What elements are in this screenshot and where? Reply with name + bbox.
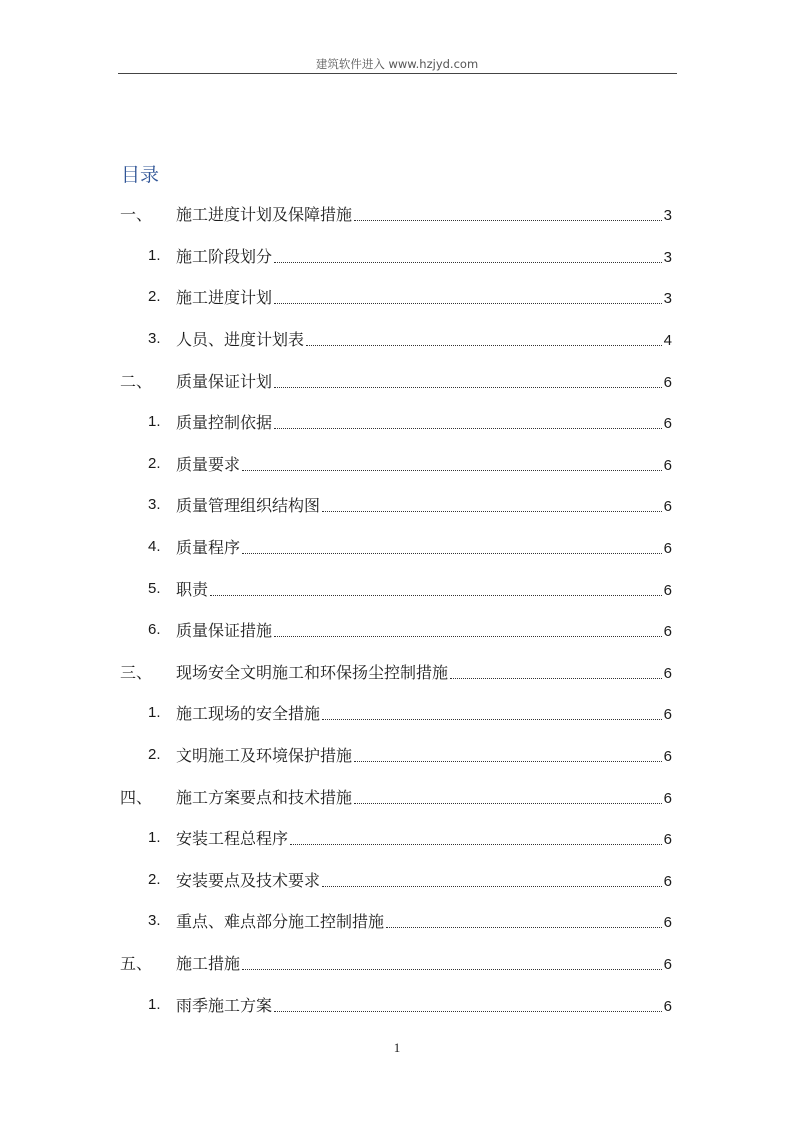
toc-dot-leader [242, 470, 662, 471]
toc-entry-line [176, 535, 672, 558]
toc-subsection-entry[interactable] [0, 900, 794, 942]
toc-entry-number: 2. [148, 870, 161, 888]
toc-subsection-entry[interactable] [0, 859, 794, 901]
toc-entry-line [176, 993, 672, 1016]
toc-dot-leader [354, 803, 662, 804]
toc-entry-page-number: 6 [663, 872, 672, 890]
toc-subsection-entry[interactable] [0, 401, 794, 443]
toc-entry-label: 质量保证计划 [176, 371, 273, 391]
toc-entry-page-number: 6 [663, 706, 672, 724]
toc-entry-label: 现场安全文明施工和环保扬尘控制措施 [176, 662, 449, 682]
toc-dot-leader [306, 345, 662, 346]
toc-subsection-entry[interactable] [0, 817, 794, 859]
toc-subsection-entry[interactable] [0, 235, 794, 277]
toc-entry-line [176, 618, 672, 641]
toc-subsection-entry[interactable] [0, 983, 794, 1025]
toc-entry-line [176, 868, 672, 891]
toc-entry-line [176, 701, 672, 724]
toc-entry-line [176, 244, 672, 267]
toc-entry-page-number: 6 [663, 373, 672, 391]
page-number: 1 [393, 1040, 401, 1055]
toc-entry-label: 质量控制依据 [176, 413, 273, 433]
toc-dot-leader [322, 719, 662, 720]
toc-entry-number: 5. [148, 579, 161, 597]
toc-entry-page-number: 6 [663, 456, 672, 474]
toc-section-entry[interactable] [0, 942, 794, 984]
toc-dot-leader [274, 387, 662, 388]
toc-entry-number: 2. [148, 288, 161, 306]
toc-entry-label: 施工进度计划 [176, 288, 273, 308]
toc-entry-page-number: 4 [663, 332, 672, 350]
toc-entry-line [176, 660, 672, 683]
toc-entry-line [176, 826, 672, 849]
toc-entry-line [176, 202, 672, 225]
toc-entry-label: 质量程序 [176, 538, 241, 558]
toc-subsection-entry[interactable] [0, 692, 794, 734]
toc-entry-page-number: 6 [663, 664, 672, 682]
toc-dot-leader [290, 844, 662, 845]
toc-subsection-entry[interactable] [0, 318, 794, 360]
toc-entry-label: 施工现场的安全措施 [176, 704, 321, 724]
toc-entry-page-number: 6 [663, 997, 672, 1015]
toc-dot-leader [354, 220, 662, 221]
page-header-text: 建筑软件进入 www.hzjyd.com [315, 57, 479, 71]
toc-dot-leader [274, 636, 662, 637]
toc-entry-label: 质量管理组织结构图 [176, 496, 321, 516]
toc-dot-leader [274, 428, 662, 429]
toc-list [0, 193, 794, 1025]
toc-entry-number: 3. [148, 330, 161, 348]
toc-entry-number: 1. [148, 246, 161, 264]
toc-entry-number: 6. [148, 621, 161, 639]
toc-entry-page-number: 6 [663, 498, 672, 516]
toc-entry-label: 质量保证措施 [176, 621, 273, 641]
toc-entry-label: 质量要求 [176, 454, 241, 474]
toc-section-entry[interactable] [0, 651, 794, 693]
toc-entry-line [176, 493, 672, 516]
toc-entry-label: 安装工程总程序 [176, 829, 289, 849]
toc-entry-label: 职责 [176, 579, 209, 599]
toc-entry-label: 人员、进度计划表 [176, 330, 305, 350]
toc-entry-page-number: 6 [663, 623, 672, 641]
toc-entry-number: 2. [148, 746, 161, 764]
toc-entry-number: 1. [148, 413, 161, 431]
toc-entry-page-number: 3 [663, 290, 672, 308]
toc-entry-number: 三、 [120, 662, 153, 682]
toc-entry-label: 重点、难点部分施工控制措施 [176, 912, 385, 932]
toc-entry-page-number: 6 [663, 415, 672, 433]
toc-entry-line [176, 577, 672, 600]
toc-section-entry[interactable] [0, 775, 794, 817]
toc-entry-line [176, 743, 672, 766]
toc-entry-page-number: 6 [663, 955, 672, 973]
toc-entry-number: 1. [148, 829, 161, 847]
toc-entry-line [176, 909, 672, 932]
toc-entry-label: 文明施工及环境保护措施 [176, 746, 353, 766]
toc-subsection-entry[interactable] [0, 609, 794, 651]
toc-section-entry[interactable] [0, 193, 794, 235]
toc-dot-leader [322, 511, 662, 512]
toc-dot-leader [274, 303, 662, 304]
toc-entry-line [176, 951, 672, 974]
toc-entry-page-number: 6 [663, 581, 672, 599]
toc-dot-leader [322, 886, 662, 887]
toc-entry-number: 四、 [120, 787, 153, 807]
toc-entry-label: 施工进度计划及保障措施 [176, 205, 353, 225]
toc-entry-label: 雨季施工方案 [176, 995, 273, 1015]
header-divider [118, 73, 677, 74]
toc-dot-leader [242, 553, 662, 554]
toc-entry-number: 1. [148, 704, 161, 722]
toc-subsection-entry[interactable] [0, 443, 794, 485]
toc-dot-leader [274, 1011, 662, 1012]
toc-entry-page-number: 6 [663, 914, 672, 932]
toc-entry-number: 2. [148, 454, 161, 472]
toc-entry-number: 1. [148, 995, 161, 1013]
toc-section-entry[interactable] [0, 359, 794, 401]
toc-dot-leader [210, 595, 662, 596]
toc-subsection-entry[interactable] [0, 734, 794, 776]
toc-entry-label: 施工方案要点和技术措施 [176, 787, 353, 807]
toc-entry-page-number: 6 [663, 789, 672, 807]
toc-entry-line [176, 410, 672, 433]
toc-entry-label: 施工阶段划分 [176, 246, 273, 266]
toc-entry-line [176, 369, 672, 392]
toc-subsection-entry[interactable] [0, 526, 794, 568]
toc-subsection-entry[interactable] [0, 567, 794, 609]
toc-subsection-entry[interactable] [0, 484, 794, 526]
toc-entry-page-number: 3 [663, 248, 672, 266]
toc-entry-page-number: 6 [663, 540, 672, 558]
toc-entry-line [176, 327, 672, 350]
toc-dot-leader [450, 678, 662, 679]
toc-entry-line [176, 785, 672, 808]
toc-entry-line [176, 285, 672, 308]
toc-entry-label: 安装要点及技术要求 [176, 870, 321, 890]
toc-dot-leader [274, 262, 662, 263]
toc-subsection-entry[interactable] [0, 276, 794, 318]
toc-entry-number: 3. [148, 496, 161, 514]
toc-dot-leader [354, 761, 662, 762]
toc-entry-number: 二、 [120, 371, 153, 391]
toc-entry-label: 施工措施 [176, 953, 241, 973]
toc-title: 目录 [121, 164, 160, 186]
toc-entry-page-number: 3 [663, 207, 672, 225]
toc-entry-number: 4. [148, 538, 161, 556]
toc-entry-page-number: 6 [663, 748, 672, 766]
toc-entry-number: 五、 [120, 953, 153, 973]
toc-dot-leader [386, 927, 662, 928]
toc-dot-leader [242, 969, 662, 970]
toc-entry-number: 3. [148, 912, 161, 930]
toc-entry-line [176, 452, 672, 475]
toc-entry-page-number: 6 [663, 831, 672, 849]
toc-entry-number: 一、 [120, 205, 153, 225]
